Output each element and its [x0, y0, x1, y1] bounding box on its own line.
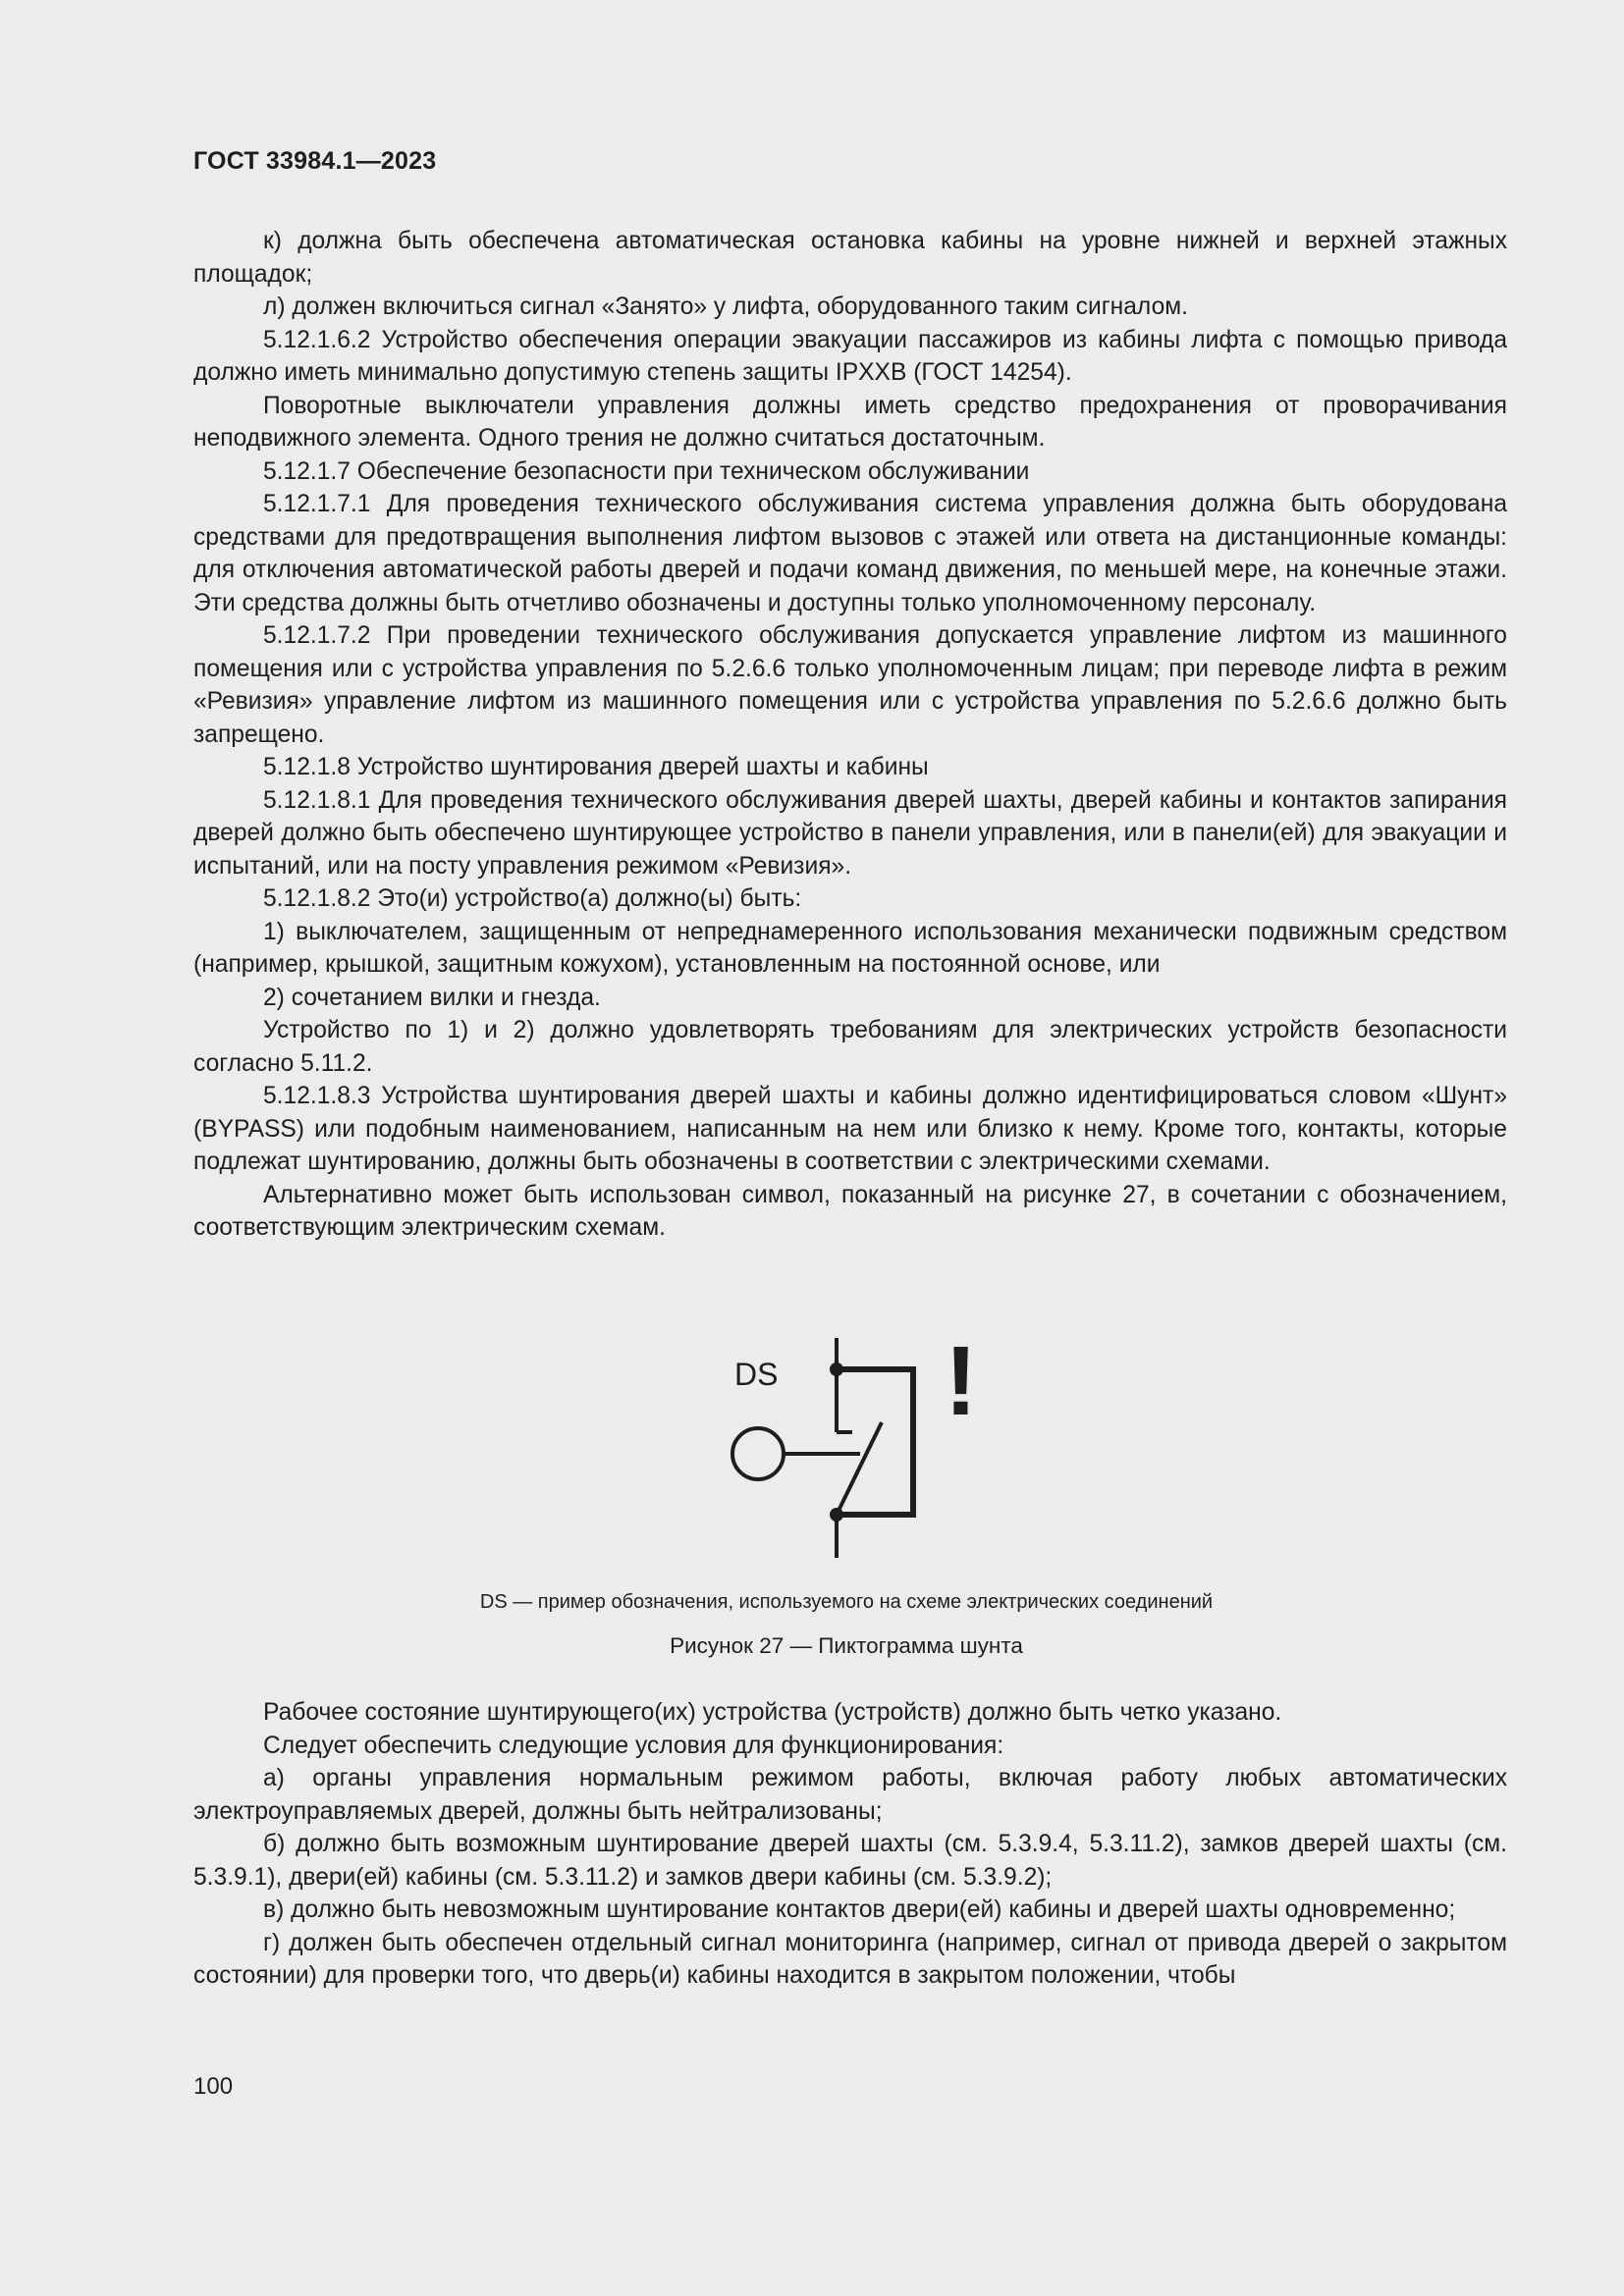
paragraph: к) должна быть обеспечена автоматическая остановка кабины на уровне нижней и верхней этажных площадок;	[193, 228, 1507, 288]
paragraph: б) должно быть возможным шунтирование дверей шахты (см. 5.3.9.4, 5.3.11.2), замков дверей шахты (см. 5.3.9.1), двери(ей) кабины (см. 5.3.11.2) и замков двери кабины (см. 5.3.9.2);	[193, 1831, 1507, 1891]
ds-label: DS	[734, 1357, 779, 1392]
paragraph: 1) выключателем, защищенным от непреднамеренного использования механически подвижным средством (например, крышкой, защитным кожухом), установленным на постоянной основе, или	[193, 918, 1507, 978]
switch-blade	[837, 1422, 882, 1515]
body-text-upper	[193, 225, 1507, 1245]
paragraph: 5.12.1.8.2 Это(и) устройство(а) должно(ы) быть:	[263, 885, 802, 912]
paragraph: Поворотные выключатели управления должны иметь средство предохранения от проворачивания неподвижного элемента. Одного трения не должно считаться достаточным.	[193, 392, 1507, 452]
paragraph: в) должно быть невозможным шунтирование контактов двери(ей) кабины и дверей шахты одновременно;	[263, 1896, 1456, 1923]
paragraph: Устройство по 1) и 2) должно удовлетворять требованиям для электрических устройств безопасности согласно 5.11.2.	[193, 1017, 1507, 1077]
actuator-circle-icon	[732, 1428, 784, 1479]
page-number: 100	[193, 2073, 234, 2100]
document-header: ГОСТ 33984.1—2023	[193, 147, 437, 175]
exclamation-icon: !	[945, 1330, 978, 1436]
paragraph: 5.12.1.8.3 Устройства шунтирования дверей шахты и кабины должно идентифицироваться словом «Шунт» (BYPASS) или подобным наименованием, написанным на нем или близко к нему. Кроме того, контакты, которые подлежат шунтированию, должны быть обозначены в соответствии с электрическими схемами.	[193, 1083, 1507, 1175]
paragraph: 5.12.1.8.1 Для проведения технического обслуживания дверей шахты, дверей кабины и контактов запирания дверей должно быть обеспечено шунтирующее устройство в панели управления, или в панели(ей) для эвакуации и испытаний, или на посту управления режимом «Ревизия».	[193, 786, 1507, 880]
paragraph: Альтернативно может быть использован символ, показанный на рисунке 27, в сочетании с обозначением, соответствующим электрическим схемам.	[193, 1181, 1507, 1241]
paragraph: 5.12.1.7.1 Для проведения технического обслуживания система управления должна быть оборудована средствами для предотвращения выполнения лифтом вызовов с этажей или ответа на дистанционные команды: для отключения автоматической работы дверей и подачи команд движения, по меньшей мере, на конечные этажи. Эти средства должны быть отчетливо обозначены и доступны только уполномоченному персоналу.	[193, 491, 1507, 616]
paragraph: 2) сочетанием вилки и гнезда.	[263, 984, 601, 1011]
paragraph: 5.12.1.6.2 Устройство обеспечения операции эвакуации пассажиров из кабины лифта с помощью привода должно иметь минимально допустимую степень защиты IPXXB (ГОСТ 14254).	[193, 326, 1507, 386]
body-text-lower	[193, 1696, 1507, 1993]
bottom-contact-dot	[830, 1508, 843, 1522]
bypass-pictogram-figure	[717, 1330, 1011, 1561]
paragraph: а) органы управления нормальным режимом работы, включая работу любых автоматических электроуправляемых дверей, должны быть нейтрализованы;	[193, 1765, 1507, 1825]
paragraph: Рабочее состояние шунтирующего(их) устройства (устройств) должно быть четко указано.	[263, 1699, 1282, 1726]
figure-note: DS — пример обозначения, используемого на схеме электрических соединений	[479, 1591, 1214, 1613]
paragraph: г) должен быть обеспечен отдельный сигнал мониторинга (например, сигнал от привода дверей о закрытом состоянии) для проверки того, что дверь(и) кабины находится в закрытом положении, чтобы	[193, 1929, 1507, 1989]
paragraph: 5.12.1.8 Устройство шунтирования дверей шахты и кабины	[263, 754, 929, 780]
figure-title: Рисунок 27 — Пиктограмма шунта	[670, 1633, 1023, 1658]
paragraph: л) должен включиться сигнал «Занято» у лифта, оборудованного таким сигналом.	[263, 294, 1188, 320]
paragraph: 5.12.1.7 Обеспечение безопасности при техническом обслуживании	[263, 457, 1030, 485]
paragraph: 5.12.1.7.2 При проведении технического обслуживания допускается управление лифтом из машинного помещения или с устройства управления по 5.2.6.6 только уполномоченным лицам; при переводе лифта в режим «Ревизия» управление лифтом из машинного помещения или с устройства управления по 5.2.6.6 должно быть запрещено.	[193, 622, 1507, 748]
paragraph: Следует обеспечить следующие условия для функционирования:	[263, 1732, 1004, 1759]
